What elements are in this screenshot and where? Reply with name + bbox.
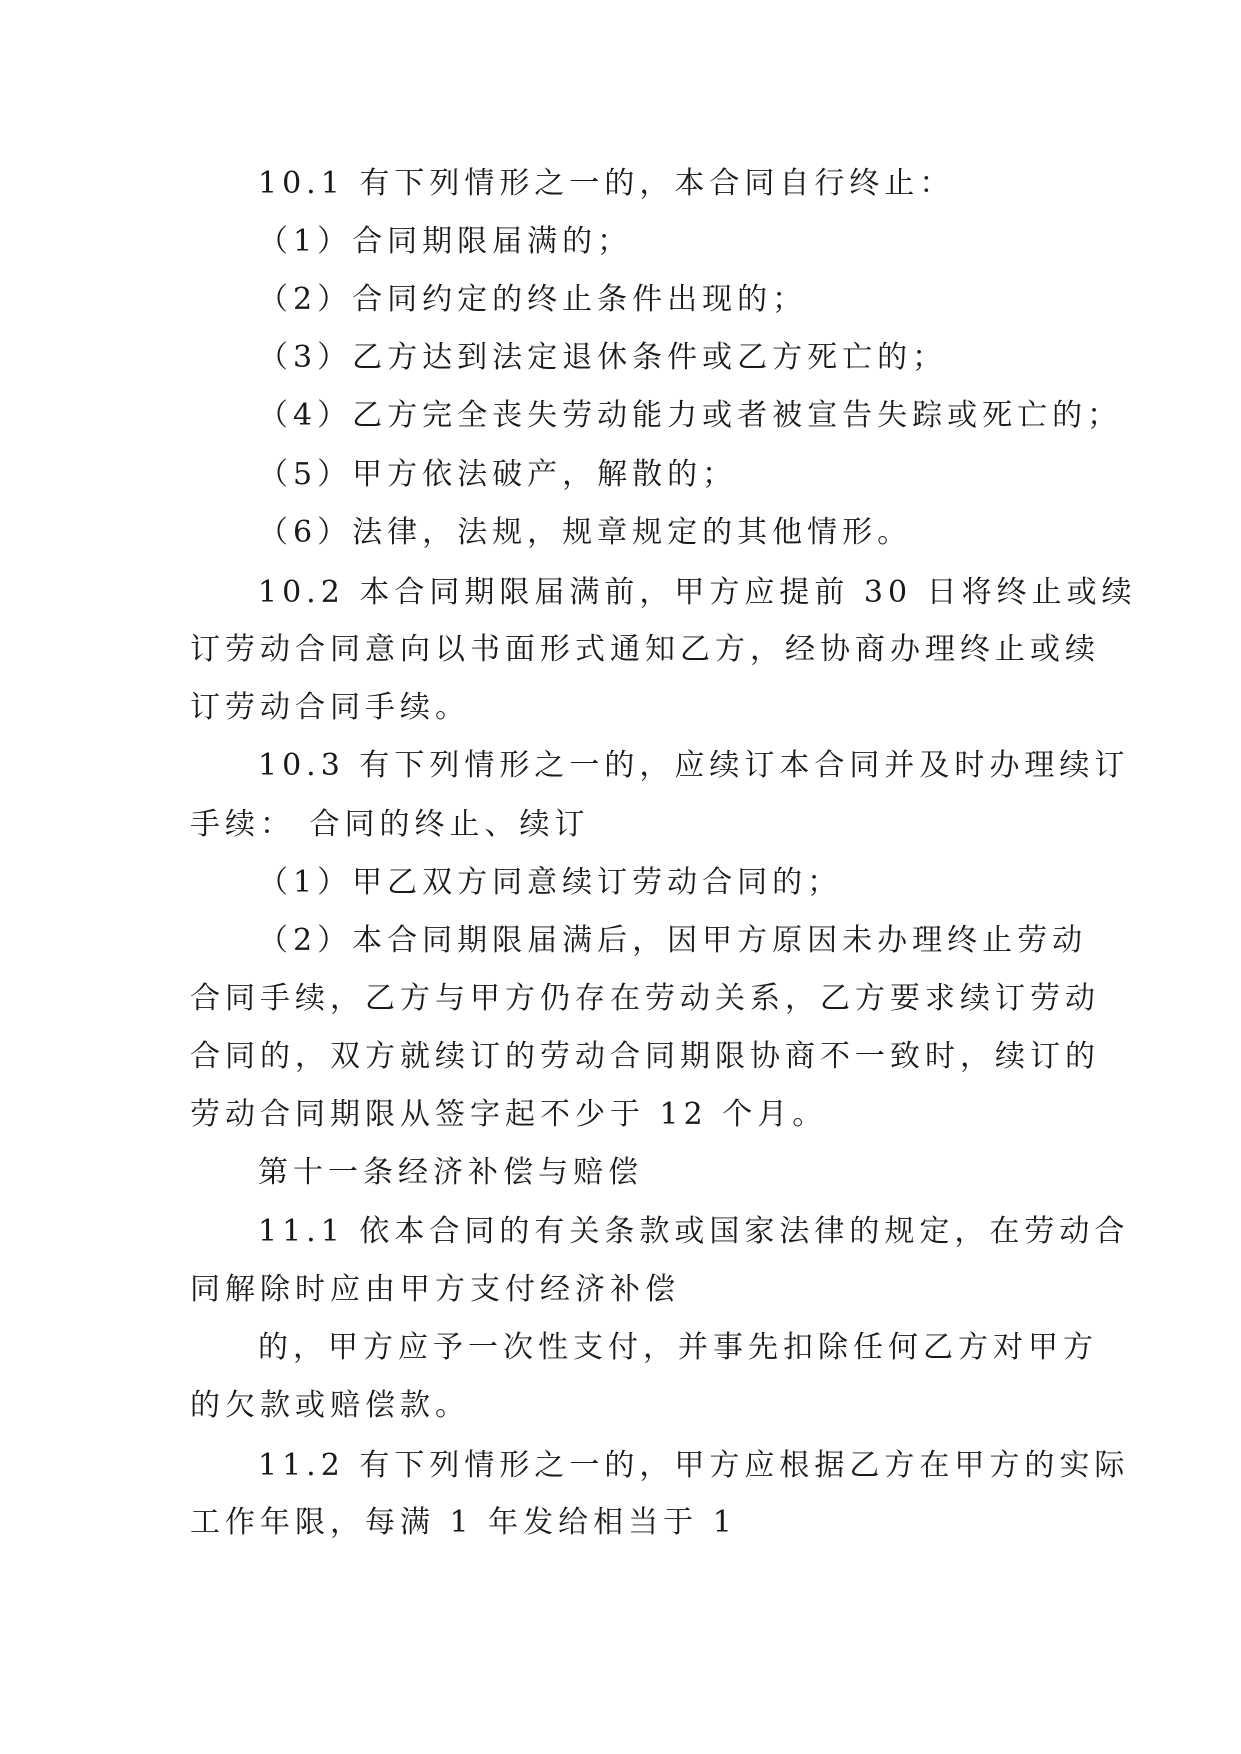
line-11-1-cont-1: 同解除时应由甲方支付经济补偿 xyxy=(190,1272,680,1307)
line-10-2-cont-2: 订劳动合同手续。 xyxy=(190,690,470,725)
line-10-1-item-5: （5）甲方依法破产，解散的； xyxy=(258,457,738,492)
line-10-3-item-2-cont-1: 合同手续，乙方与甲方仍存在劳动关系，乙方要求续订劳动 xyxy=(190,981,1100,1016)
line-10-2-cont-1: 订劳动合同意向以书面形式通知乙方，经协商办理终止或续 xyxy=(190,632,1100,667)
line-10-3-item-2-cont-3: 劳动合同期限从签字起不少于 12 个月。 xyxy=(190,1097,828,1132)
line-11-1: 11.1 依本合同的有关条款或国家法律的规定，在劳动合 xyxy=(258,1214,1130,1249)
line-10-3-cont: 手续： 合同的终止、续订 xyxy=(190,807,590,842)
line-11-2: 11.2 有下列情形之一的，甲方应根据乙方在甲方的实际 xyxy=(258,1448,1130,1483)
line-10-2: 10.2 本合同期限届满前，甲方应提前 30 日将终止或续 xyxy=(258,575,1137,610)
article-11-heading: 第十一条经济补偿与赔偿 xyxy=(258,1155,643,1190)
line-11-1-cont-2: 的，甲方应予一次性支付，并事先扣除任何乙方对甲方 xyxy=(258,1330,1098,1365)
line-11-2-cont: 工作年限，每满 1 年发给相当于 1 xyxy=(190,1505,737,1540)
line-10-1-item-1: （1）合同期限届满的； xyxy=(258,224,633,259)
line-10-1: 10.1 有下列情形之一的，本合同自行终止： xyxy=(258,166,955,201)
line-10-1-item-6: （6）法律，法规，规章规定的其他情形。 xyxy=(258,515,913,550)
line-10-1-item-2: （2）合同约定的终止条件出现的； xyxy=(258,282,808,317)
line-10-3-item-2-cont-2: 合同的，双方就续订的劳动合同期限协商不一致时，续订的 xyxy=(190,1039,1100,1074)
line-10-3: 10.3 有下列情形之一的，应续订本合同并及时办理续订 xyxy=(258,748,1130,783)
line-10-1-item-4: （4）乙方完全丧失劳动能力或者被宣告失踪或死亡的； xyxy=(258,398,1123,433)
line-11-1-cont-3: 的欠款或赔偿款。 xyxy=(190,1388,470,1423)
line-10-1-item-3: （3）乙方达到法定退休条件或乙方死亡的； xyxy=(258,340,948,375)
line-10-3-item-1: （1）甲乙双方同意续订劳动合同的； xyxy=(258,865,843,900)
line-10-3-item-2: （2）本合同期限届满后，因甲方原因未办理终止劳动 xyxy=(258,923,1088,958)
